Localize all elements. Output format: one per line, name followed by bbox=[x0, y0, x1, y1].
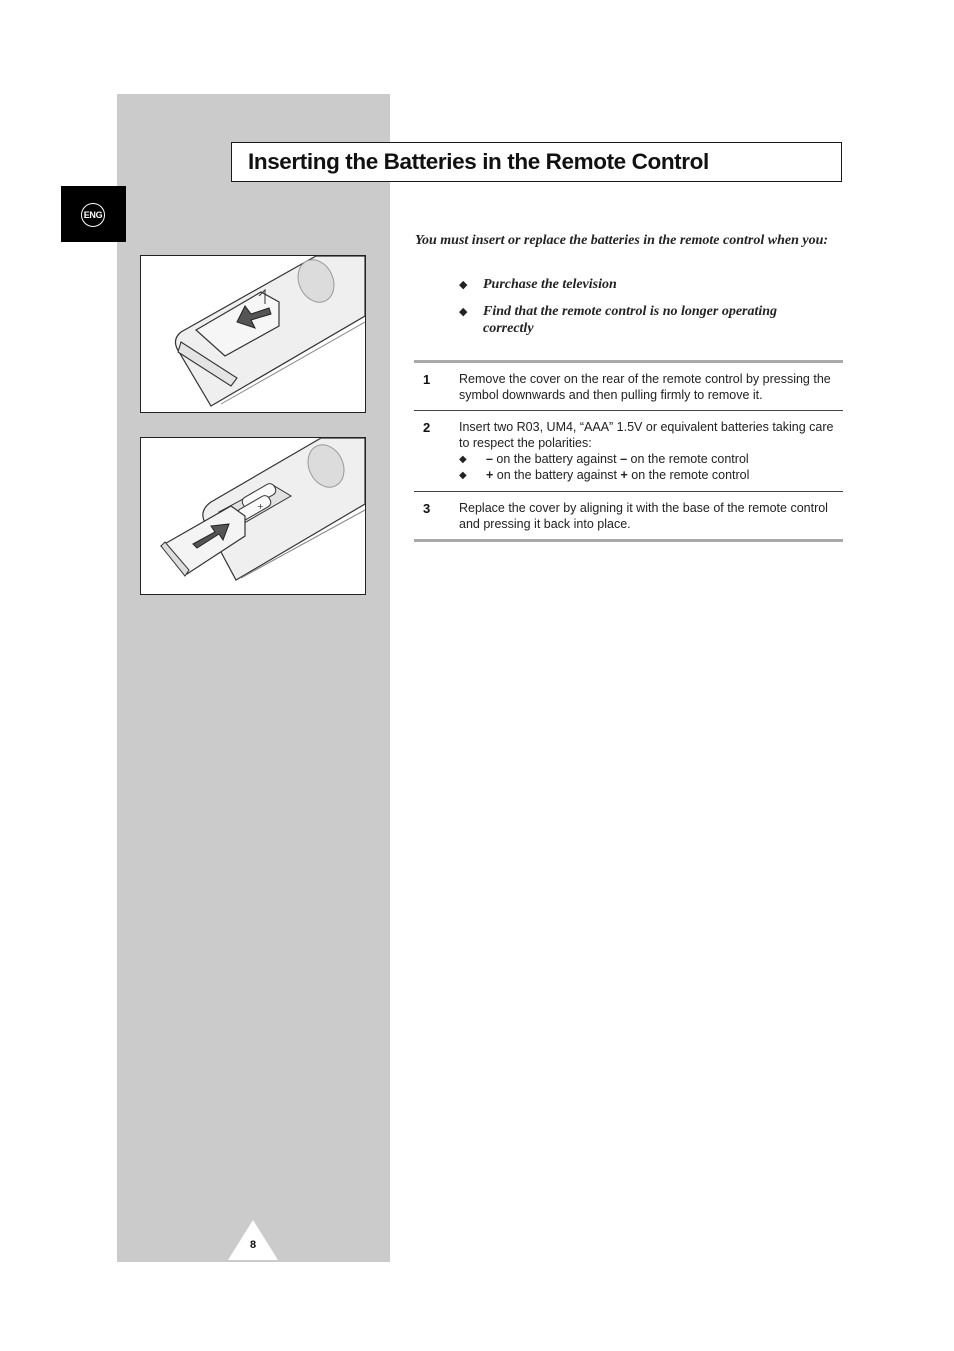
diamond-bullet-icon: ◆ bbox=[459, 470, 467, 481]
table-top-rule bbox=[414, 360, 843, 363]
intro-text: You must insert or replace the batteries in the remote control when you: bbox=[415, 233, 829, 248]
svg-text:+: + bbox=[257, 502, 264, 511]
step-text: Insert two R03, UM4, “AAA” 1.5V or equivalent batteries taking care to respect the polarities: bbox=[459, 420, 834, 450]
page-number-marker bbox=[228, 1220, 278, 1260]
step-text: Remove the cover on the rear of the remote control by pressing the symbol downwards and then pulling firmly to remove it. bbox=[459, 372, 831, 402]
step-number: 2 bbox=[423, 420, 431, 435]
list-item-text: Purchase the television bbox=[483, 277, 617, 292]
row-divider bbox=[414, 491, 843, 492]
diamond-bullet-icon: ◆ bbox=[459, 454, 467, 465]
step-text-block bbox=[459, 419, 839, 483]
diamond-bullet-icon: ◆ bbox=[459, 305, 468, 318]
language-badge: ENG bbox=[81, 203, 105, 227]
insert-batteries-illustration bbox=[140, 437, 366, 595]
polarity-item bbox=[459, 451, 839, 467]
diamond-bullet-icon: ◆ bbox=[459, 278, 468, 291]
polarity-text: + on the battery against + on the remote control bbox=[486, 468, 750, 482]
row-divider bbox=[414, 410, 843, 411]
page-number: 8 bbox=[249, 1239, 257, 1251]
step-text: Replace the cover by aligning it with the base of the remote control and pressing it back into place. bbox=[459, 501, 828, 531]
list-item-text: Find that the remote control is no longer operating correctly bbox=[483, 304, 778, 336]
step-number: 1 bbox=[423, 372, 431, 387]
remove-cover-illustration bbox=[140, 255, 366, 413]
steps-table bbox=[414, 360, 843, 543]
title-box bbox=[231, 142, 842, 182]
table-bottom-rule bbox=[414, 539, 843, 542]
polarity-text: – on the battery against – on the remote control bbox=[486, 452, 749, 466]
page-title: Inserting the Batteries in the Remote Control bbox=[248, 149, 709, 174]
step-number: 3 bbox=[423, 501, 431, 516]
polarity-item bbox=[459, 467, 839, 483]
language-tab bbox=[61, 186, 126, 242]
